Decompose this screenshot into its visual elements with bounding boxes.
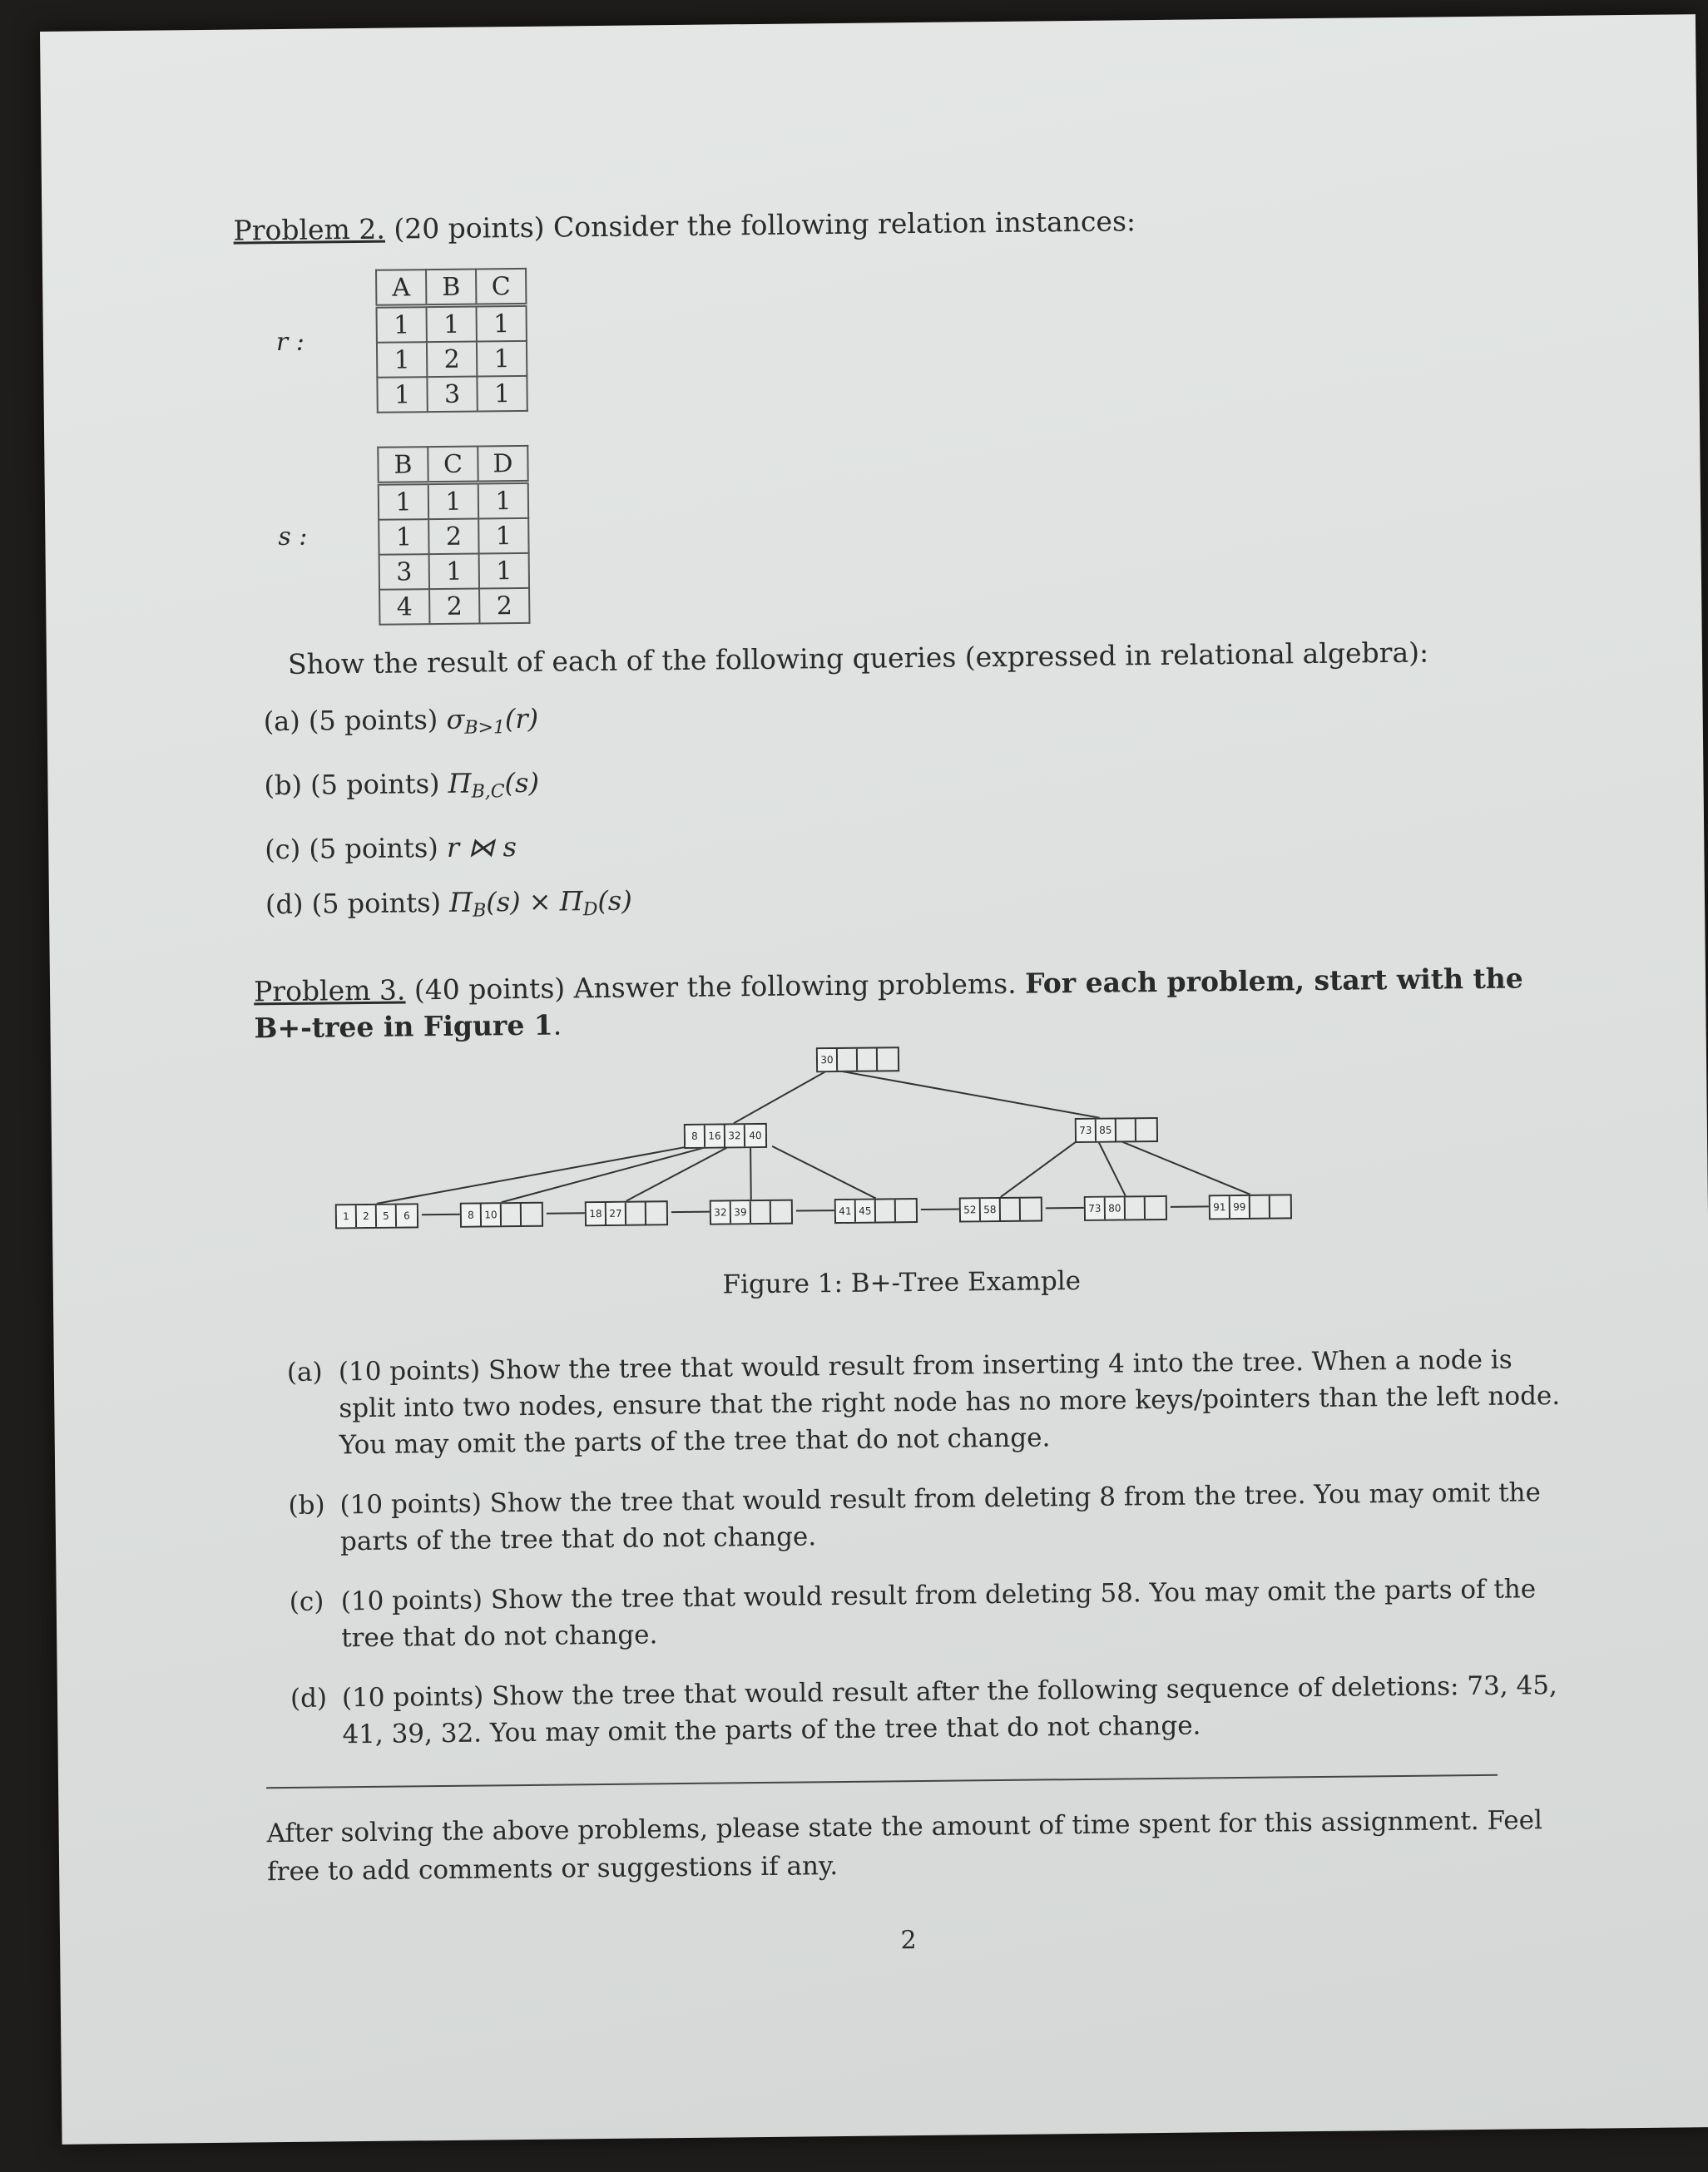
s-cell: 3 [379,554,429,590]
tree-key: 52 [961,1199,981,1220]
query-subscript: B [473,900,487,922]
relation-r [234,257,1550,415]
tree-key [838,1049,858,1071]
s-row [379,482,528,519]
r-cell: 1 [377,377,427,413]
s-cell: 2 [479,588,529,624]
tree-root-node [816,1046,899,1072]
tree-key: 8 [462,1205,482,1226]
problem3-intro-end: . [552,1008,562,1041]
query-subscript: B>1 [464,717,506,739]
problem2-intro [233,199,1547,250]
tree-key [751,1201,771,1223]
problem3-intro-bold-2: B+-tree in Figure 1 [254,1008,553,1045]
tree-key: 5 [377,1205,397,1227]
tree-key: 80 [1106,1197,1126,1219]
tree-key: 32 [711,1201,731,1223]
s-cell: 2 [429,589,479,625]
problem3-item [288,1474,1562,1561]
tree-edge [750,1146,751,1200]
query-item [264,754,1553,813]
tree-key: 6 [397,1205,417,1226]
r-cell: 1 [476,304,526,341]
r-cell: 1 [377,342,427,378]
query-expr: Π [448,886,473,918]
item-text: (10 points) Show the tree that would result from deleting 8 from the tree. You may omit the parts of the tree that do not change. [339,1477,1542,1557]
item-label: (d) [290,1683,328,1714]
relation-s-label: s : [278,522,308,552]
query-expr: r ⋈ s [446,831,517,863]
s-row [379,518,528,555]
tree-key [896,1200,916,1221]
tree-key: 18 [587,1203,606,1225]
query-rest: (s) [504,766,540,799]
r-cell: 1 [426,305,476,342]
paper-sheet [40,14,1708,2145]
problem3-items [245,1341,1564,1754]
tree-leaf-node [1209,1194,1292,1220]
bplus-tree-figure [334,1041,1418,1269]
problem3-intro-bold: For each problem, start with the [1024,962,1523,1000]
s-header-cell: B [378,447,428,483]
tree-key [876,1200,896,1221]
query-expr: Π [448,767,472,799]
figure-caption: Figure 1: B+-Tree Example [722,1265,1082,1300]
tree-key: 73 [1086,1198,1106,1220]
tree-key [1250,1196,1270,1218]
r-cell: 1 [477,376,527,412]
relation-s-table [377,445,530,626]
item-label: (c) [289,1586,324,1617]
query-subscript: D [582,899,598,921]
problem3-item [287,1341,1561,1464]
query-rest: (s) [597,884,632,918]
r-header-cell: A [376,270,426,306]
query-label: (c) (5 points) [265,832,438,866]
s-cell: 1 [428,482,478,519]
tree-key [858,1049,878,1071]
tree-edge [733,1071,828,1123]
problem3-heading: Problem 3. [253,973,406,1008]
s-header-row [378,446,527,483]
tree-key: 10 [482,1204,502,1225]
tree-leaf-node [335,1203,418,1229]
relation-s [235,434,1552,627]
tree-key [878,1048,898,1070]
s-cell: 1 [429,554,479,590]
tree-edges [334,1041,1418,1269]
tree-edge [1000,1141,1077,1197]
query-item [265,873,1555,932]
tree-key: 32 [725,1125,745,1146]
tree-key [1126,1197,1146,1219]
tree-key: 2 [357,1205,377,1227]
tree-key [1146,1197,1166,1219]
tree-key: 40 [745,1125,765,1146]
tree-edge [838,1068,1100,1121]
r-row [377,376,527,413]
tree-key: 39 [731,1201,751,1223]
tree-leaf-node [959,1196,1042,1222]
footer-text: After solving the above problems, please state the amount of time spent for this assignment. Feel free to add comments or suggestions if any. [266,1805,1543,1888]
tree-key [522,1204,542,1225]
s-cell: 1 [479,553,529,589]
query-label: (d) (5 points) [265,887,442,921]
item-label: (a) [286,1357,323,1388]
problem3-item [290,1667,1564,1754]
tree-key [771,1201,791,1223]
page-number: 2 [900,1926,917,1956]
item-text: (10 points) Show the tree that would result from deleting 58. You may omit the parts of the tree that do not change. [340,1574,1537,1654]
tree-key [1270,1195,1290,1217]
tree-leaf-node [710,1200,793,1225]
tree-key [626,1202,646,1224]
r-header-row [376,269,526,306]
s-cell: 1 [379,519,428,555]
s-row [379,588,529,625]
relation-r-table [375,268,528,413]
tree-key [502,1204,522,1225]
query-label: (b) (5 points) [264,768,440,802]
r-header-cell: B [426,270,476,306]
r-header-cell: C [476,269,526,305]
queries-intro: Show the result of each of the following queries (expressed in relational algebra): [287,636,1429,680]
tree-key: 85 [1097,1120,1116,1141]
tree-edge [1120,1140,1250,1196]
query-label: (a) (5 points) [263,704,438,738]
problem3-item [290,1571,1563,1657]
query-rest: (r) [504,702,539,735]
tree-key [1116,1119,1136,1140]
tree-key: 16 [705,1125,725,1146]
tree-leaf-node [1084,1195,1167,1221]
s-cell: 2 [428,519,478,555]
tree-leaf-node [460,1202,543,1228]
s-header-cell: D [478,446,527,482]
s-header-cell: C [428,447,478,483]
tree-key: 73 [1077,1120,1097,1141]
problem3-intro-plain: (40 points) Answer the following problems. [413,967,1017,1007]
query-expr: σ [446,703,465,735]
r-row [377,341,527,378]
s-row [379,553,529,590]
item-text: (10 points) Show the tree that would result after the following sequence of deletions: 73, 45, 41, 39, 32. You may omit the parts of the tree that do not change. [341,1670,1557,1750]
tree-key: 58 [981,1199,1001,1220]
problem2-intro-text: (20 points) Consider the following relation instances: [394,205,1136,245]
r-cell: 1 [376,306,426,343]
tree-internal-node-right [1075,1117,1158,1143]
divider [266,1774,1498,1789]
problem2-heading: Problem 2. [233,212,386,247]
query-item [263,690,1552,749]
item-label: (b) [288,1490,325,1521]
tree-edge [1098,1140,1126,1195]
tree-key [1136,1119,1156,1140]
item-text: (10 points) Show the tree that would result from inserting 4 into the tree. When a node is split into two nodes, ensure that the right node has no more keys/pointers than the left node. You may omit the parts of the tree that do not change. [338,1344,1561,1461]
page-content [233,199,1566,1962]
tree-key: 8 [686,1126,705,1147]
tree-key: 45 [856,1200,876,1222]
tree-key: 99 [1230,1196,1250,1218]
tree-key: 27 [606,1203,626,1225]
s-cell: 1 [478,518,528,554]
s-cell: 1 [379,483,428,520]
s-cell: 1 [478,482,528,518]
tree-key: 41 [836,1200,856,1222]
tree-key: 91 [1210,1196,1230,1218]
tree-leaf-node [834,1198,918,1224]
query-subscript: B,C [471,781,505,803]
r-cell: 1 [477,341,527,377]
tree-key [1021,1198,1041,1220]
tree-leaf-node [585,1200,668,1226]
query-rest: (s) × Π [486,885,583,918]
r-cell: 3 [427,377,477,413]
s-cell: 4 [379,589,429,625]
tree-key [1001,1199,1021,1220]
query-list [238,690,1555,933]
relation-r-label: r : [275,327,305,358]
tree-key: 30 [818,1049,838,1071]
r-row [376,304,526,342]
tree-internal-node-left [684,1123,767,1149]
tree-key: 1 [337,1205,357,1227]
tree-edge [772,1145,876,1200]
problem3-intro [254,960,1557,1046]
tree-key [646,1202,666,1224]
query-item [265,818,1554,868]
r-cell: 2 [427,342,477,378]
